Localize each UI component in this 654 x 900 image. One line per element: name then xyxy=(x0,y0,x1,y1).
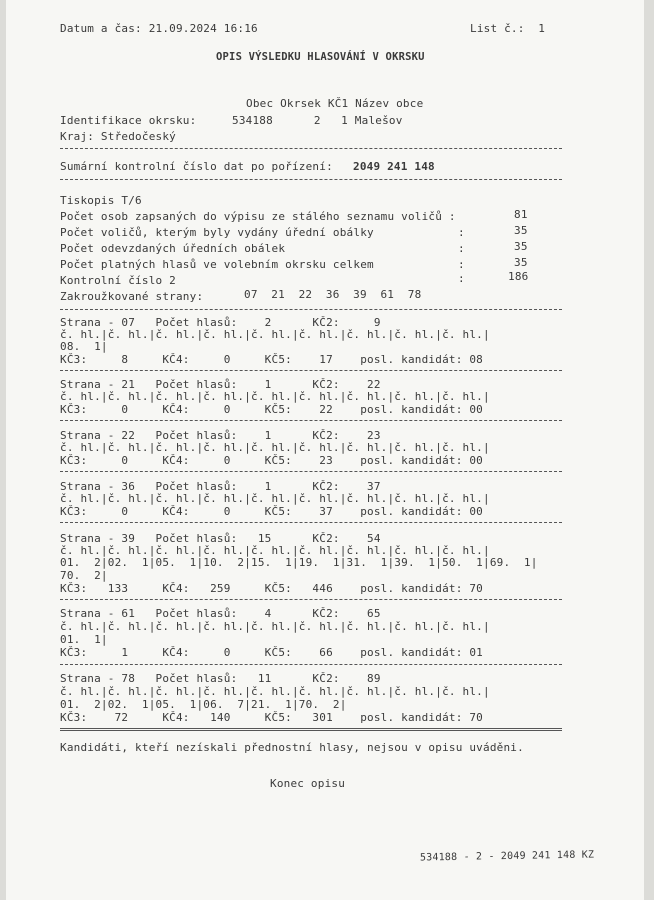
checksum-value: 2049 241 148 xyxy=(353,160,435,173)
form-row-value: 35 xyxy=(514,256,528,269)
circled-parties-values: 07 21 22 36 39 61 78 xyxy=(244,288,422,301)
form-row-value: 35 xyxy=(514,240,528,253)
party-header: Strana - 39 Počet hlasů: 15 KČ2: 54 xyxy=(60,532,381,545)
party-header: Strana - 21 Počet hlasů: 1 KČ2: 22 xyxy=(60,378,381,391)
party-checksums: KČ3: 0 KČ4: 0 KČ5: 22 posl. kandidát: 00 xyxy=(60,403,483,416)
party-pref-header: č. hl.|č. hl.|č. hl.|č. hl.|č. hl.|č. hl.|č. hl.|č. hl.|č. hl.| xyxy=(60,328,490,341)
form-row-value: 81 xyxy=(514,208,528,221)
party-checksums: KČ3: 0 KČ4: 0 KČ5: 37 posl. kandidát: 00 xyxy=(60,505,483,518)
party-pref-header: č. hl.|č. hl.|č. hl.|č. hl.|č. hl.|č. hl.|č. hl.|č. hl.|č. hl.| xyxy=(60,492,490,505)
document-code: 534188 - 2 - 2049 241 148 KZ xyxy=(419,849,595,864)
divider xyxy=(60,370,562,371)
party-pref-values: 70. 2| xyxy=(60,569,108,582)
form-row-sep: : xyxy=(458,258,465,271)
form-row-label: Kontrolní číslo 2 xyxy=(60,274,176,287)
form-row-value: 186 xyxy=(508,270,529,283)
form-row-sep: : xyxy=(458,242,465,255)
party-header: Strana - 78 Počet hlasů: 11 KČ2: 89 xyxy=(60,672,381,685)
party-checksums: KČ3: 8 KČ4: 0 KČ5: 17 posl. kandidát: 08 xyxy=(60,353,483,366)
party-checksums: KČ3: 0 KČ4: 0 KČ5: 23 posl. kandidát: 00 xyxy=(60,454,483,467)
divider xyxy=(60,309,562,310)
divider xyxy=(60,728,562,731)
district-id-values: 534188 2 1 Malešov xyxy=(232,114,403,127)
divider xyxy=(60,522,562,523)
party-checksums: KČ3: 133 KČ4: 259 KČ5: 446 posl. kandidát: 70 xyxy=(60,582,483,595)
sheet-number: List č.: 1 xyxy=(470,22,546,35)
party-header: Strana - 61 Počet hlasů: 4 KČ2: 65 xyxy=(60,607,381,620)
divider xyxy=(60,599,562,600)
form-row-value: 35 xyxy=(514,224,528,237)
form-name: Tiskopis T/6 xyxy=(60,194,142,207)
document-title: OPIS VÝSLEDKU HLASOVÁNÍ V OKRSKU xyxy=(216,51,425,63)
datetime: Datum a čas: 21.09.2024 16:16 xyxy=(60,22,258,35)
divider xyxy=(60,420,562,421)
district-id-label: Identifikace okrsku: xyxy=(60,114,197,127)
party-header: Strana - 36 Počet hlasů: 1 KČ2: 37 xyxy=(60,480,381,493)
form-row-label: Počet odevzdaných úředních obálek xyxy=(60,242,286,255)
circled-parties-label: Zakroužkované strany: xyxy=(60,290,204,303)
divider xyxy=(60,148,562,149)
party-pref-values: 08. 1| xyxy=(60,340,108,353)
divider xyxy=(60,664,562,665)
party-pref-header: č. hl.|č. hl.|č. hl.|č. hl.|č. hl.|č. hl.|č. hl.|č. hl.|č. hl.| xyxy=(60,685,490,698)
party-checksums: KČ3: 72 KČ4: 140 KČ5: 301 posl. kandidát: 70 xyxy=(60,711,483,724)
divider xyxy=(60,471,562,472)
form-row-sep: : xyxy=(458,226,465,239)
footer-note: Kandidáti, kteří nezískali přednostní hlasy, nejsou v opisu uváděni. xyxy=(60,741,524,754)
party-pref-header: č. hl.|č. hl.|č. hl.|č. hl.|č. hl.|č. hl.|č. hl.|č. hl.|č. hl.| xyxy=(60,620,490,633)
region: Kraj: Středočeský xyxy=(60,130,176,143)
form-row-label: Počet voličů, kterým byly vydány úřední obálky xyxy=(60,226,374,239)
party-checksums: KČ3: 1 KČ4: 0 KČ5: 66 posl. kandidát: 01 xyxy=(60,646,483,659)
party-header: Strana - 07 Počet hlasů: 2 KČ2: 9 xyxy=(60,316,381,329)
district-columns-header: Obec Okrsek KČ1 Název obce xyxy=(246,97,424,110)
form-row-sep: : xyxy=(458,272,465,285)
end-of-document: Konec opisu xyxy=(270,777,346,790)
party-pref-header: č. hl.|č. hl.|č. hl.|č. hl.|č. hl.|č. hl.|č. hl.|č. hl.|č. hl.| xyxy=(60,390,490,403)
party-pref-header: č. hl.|č. hl.|č. hl.|č. hl.|č. hl.|č. hl.|č. hl.|č. hl.|č. hl.| xyxy=(60,544,490,557)
party-pref-values: 01. 2|02. 1|05. 1|10. 2|15. 1|19. 1|31. 1|39. 1|50. 1|69. 1| xyxy=(60,556,538,569)
checksum-label: Sumární kontrolní číslo dat po pořízení: xyxy=(60,160,333,173)
party-pref-values: 01. 2|02. 1|05. 1|06. 7|21. 1|70. 2| xyxy=(60,698,347,711)
form-row-label: Počet platných hlasů ve volebním okrsku celkem xyxy=(60,258,374,271)
party-pref-header: č. hl.|č. hl.|č. hl.|č. hl.|č. hl.|č. hl.|č. hl.|č. hl.|č. hl.| xyxy=(60,441,490,454)
form-row-label: Počet osob zapsaných do výpisu ze stálého seznamu voličů : xyxy=(60,210,456,223)
divider xyxy=(60,179,562,180)
document-page xyxy=(6,0,644,900)
party-pref-values: 01. 1| xyxy=(60,633,108,646)
party-header: Strana - 22 Počet hlasů: 1 KČ2: 23 xyxy=(60,429,381,442)
